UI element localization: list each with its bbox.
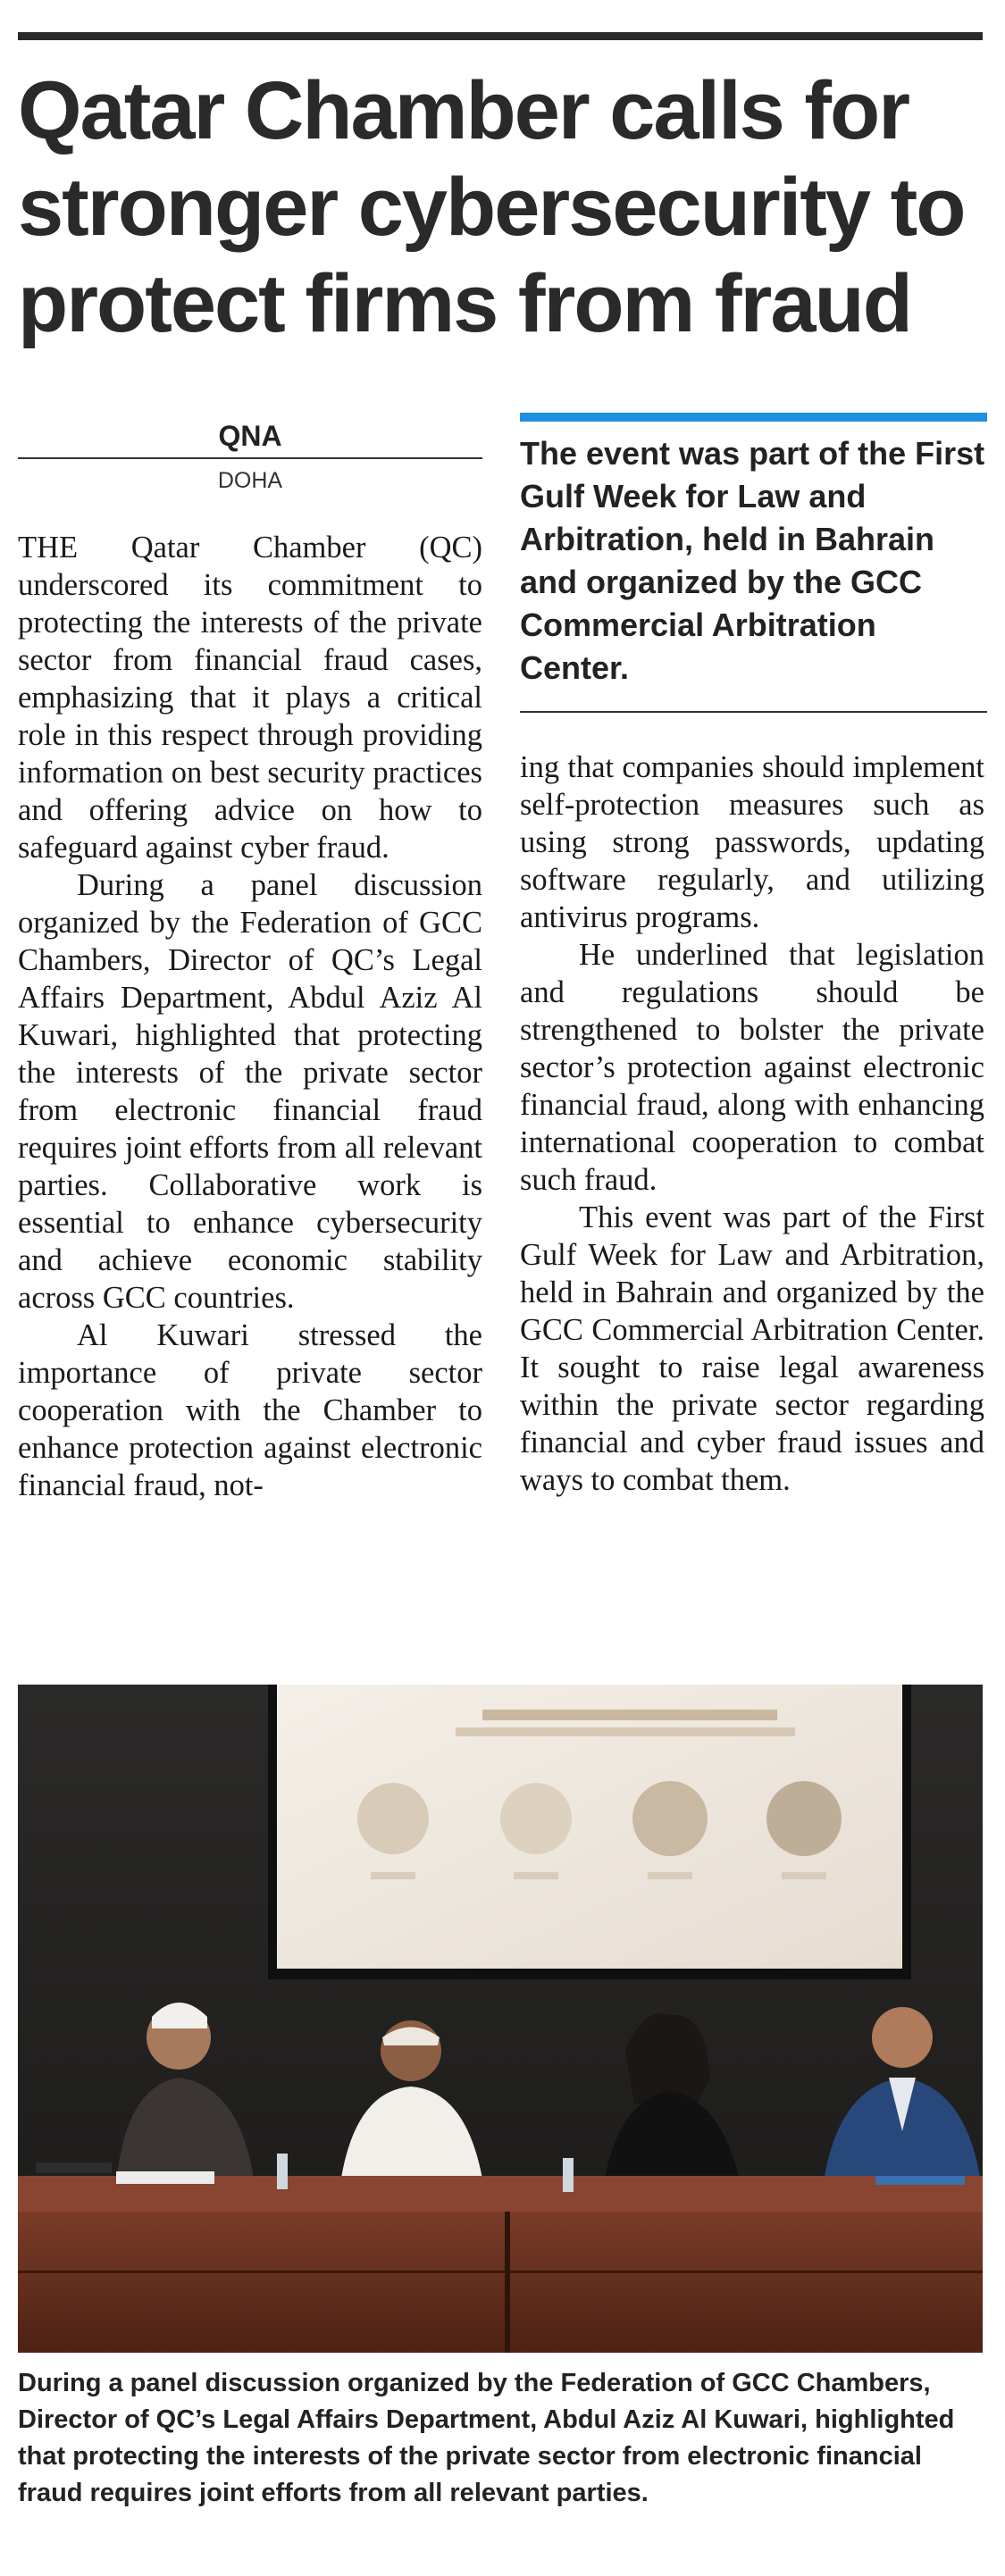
byline-divider <box>18 457 482 459</box>
dateline: DOHA <box>217 468 283 493</box>
pull-quote: The event was part of the First Gulf Week for Law and Arbitration, held in Bahrain and organized by the GCC Commercial Arbitration Center. <box>520 435 985 686</box>
pull-quote-accent-bar <box>520 413 987 422</box>
article-column-2 <box>520 749 984 1499</box>
paragraph: During a panel discussion organized by the Federation of GCC Chambers, Director of QC’s Legal Affairs Department, Abdul Aziz Al Kuwari, highlighted that protecting the interests of the private sector from electronic financial fraud requires joint efforts from all relevant parties. Collaborative work is essential to enhance cybersecurity and achieve economic stability across GCC countries. <box>18 868 482 1315</box>
paragraph: Al Kuwari stressed the importance of private sector cooperation with the Chamber to enhance protection against electronic financial fraud, not- <box>18 1318 482 1502</box>
paragraph: THE Qatar Chamber (QC) underscored its commitment to protecting the interests of the private sector from financial fraud cases, emphasizing that it plays a critical role in this respect through providing information on best security practices and offering advice on how to safeguard against cyber fraud. <box>18 531 482 865</box>
paragraph: He underlined that legislation and regulations should be strengthened to bolster the private sector’s protection against electronic financial fraud, along with enhancing international cooperation to combat such fraud. <box>520 938 984 1197</box>
pull-quote-divider <box>520 711 987 713</box>
top-rule <box>18 32 983 40</box>
byline <box>18 418 482 498</box>
agency-name: QNA <box>218 420 282 452</box>
photo-caption: During a panel discussion organized by the Federation of GCC Chambers, Director of QC’s Legal Affairs Department, Abdul Aziz Al Kuwari, highlighted that protecting the interests of the private sector from electronic financial fraud requires joint efforts from all relevant parties. <box>18 2369 955 2507</box>
paragraph: ing that companies should implement self-protection measures such as using strong passwords, updating software regularly, and utilizing antivirus programs. <box>520 750 984 934</box>
paragraph: This event was part of the First Gulf Week for Law and Arbitration, held in Bahrain and organized by the GCC Commercial Arbitration Center. It sought to raise legal awareness within the private sector regarding financial and cyber fraud issues and ways to combat them. <box>520 1200 984 1497</box>
article-column-1 <box>18 529 482 1504</box>
panel-discussion-photo <box>18 1685 983 2353</box>
headline: Qatar Chamber calls for stronger cybersecurity to protect firms from fraud <box>18 65 965 349</box>
